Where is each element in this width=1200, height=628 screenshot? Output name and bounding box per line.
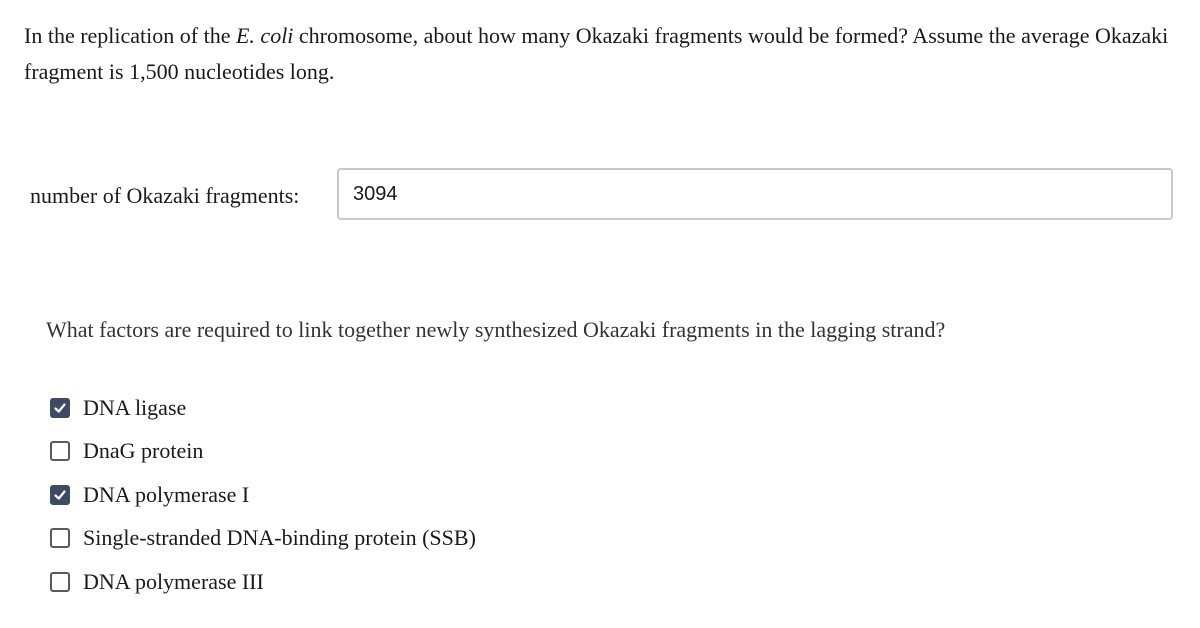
question-2-text: What factors are required to link together newly synthesized Okazaki fragments in the lagging strand? bbox=[46, 317, 946, 342]
option-label: DNA ligase bbox=[83, 394, 187, 420]
factor-options-list bbox=[50, 386, 476, 604]
question-1-prefix: In the replication of the bbox=[24, 23, 236, 48]
okazaki-count-input[interactable] bbox=[337, 168, 1173, 220]
ssb-checkbox[interactable] bbox=[50, 528, 70, 548]
option-label: Single-stranded DNA-binding protein (SSB) bbox=[83, 525, 476, 551]
checkmark-icon bbox=[53, 488, 67, 502]
answer-row bbox=[30, 168, 1175, 222]
dnag-protein-checkbox[interactable] bbox=[50, 441, 70, 461]
option-dnag-protein[interactable] bbox=[50, 430, 476, 474]
dna-polymerase-iii-checkbox[interactable] bbox=[50, 572, 70, 592]
okazaki-count-label: number of Okazaki fragments: bbox=[30, 183, 300, 208]
checkmark-icon bbox=[53, 401, 67, 415]
option-ssb[interactable] bbox=[50, 517, 476, 561]
option-dna-polymerase-iii[interactable] bbox=[50, 560, 476, 604]
species-name: E. coli bbox=[235, 23, 294, 48]
dna-ligase-checkbox[interactable] bbox=[50, 398, 70, 418]
option-label: DNA polymerase I bbox=[83, 481, 250, 507]
option-label: DnaG protein bbox=[83, 438, 204, 464]
question-1-suffix: chromosome, about how many Okazaki fragments would be formed? Assume the average Okazaki fragment is 1,500 nucleotides long. bbox=[24, 23, 1169, 84]
question-1-text bbox=[24, 18, 1174, 90]
option-dna-ligase[interactable] bbox=[50, 386, 476, 430]
option-label: DNA polymerase III bbox=[83, 568, 264, 594]
dna-polymerase-i-checkbox[interactable] bbox=[50, 485, 70, 505]
option-dna-polymerase-i[interactable] bbox=[50, 473, 476, 517]
